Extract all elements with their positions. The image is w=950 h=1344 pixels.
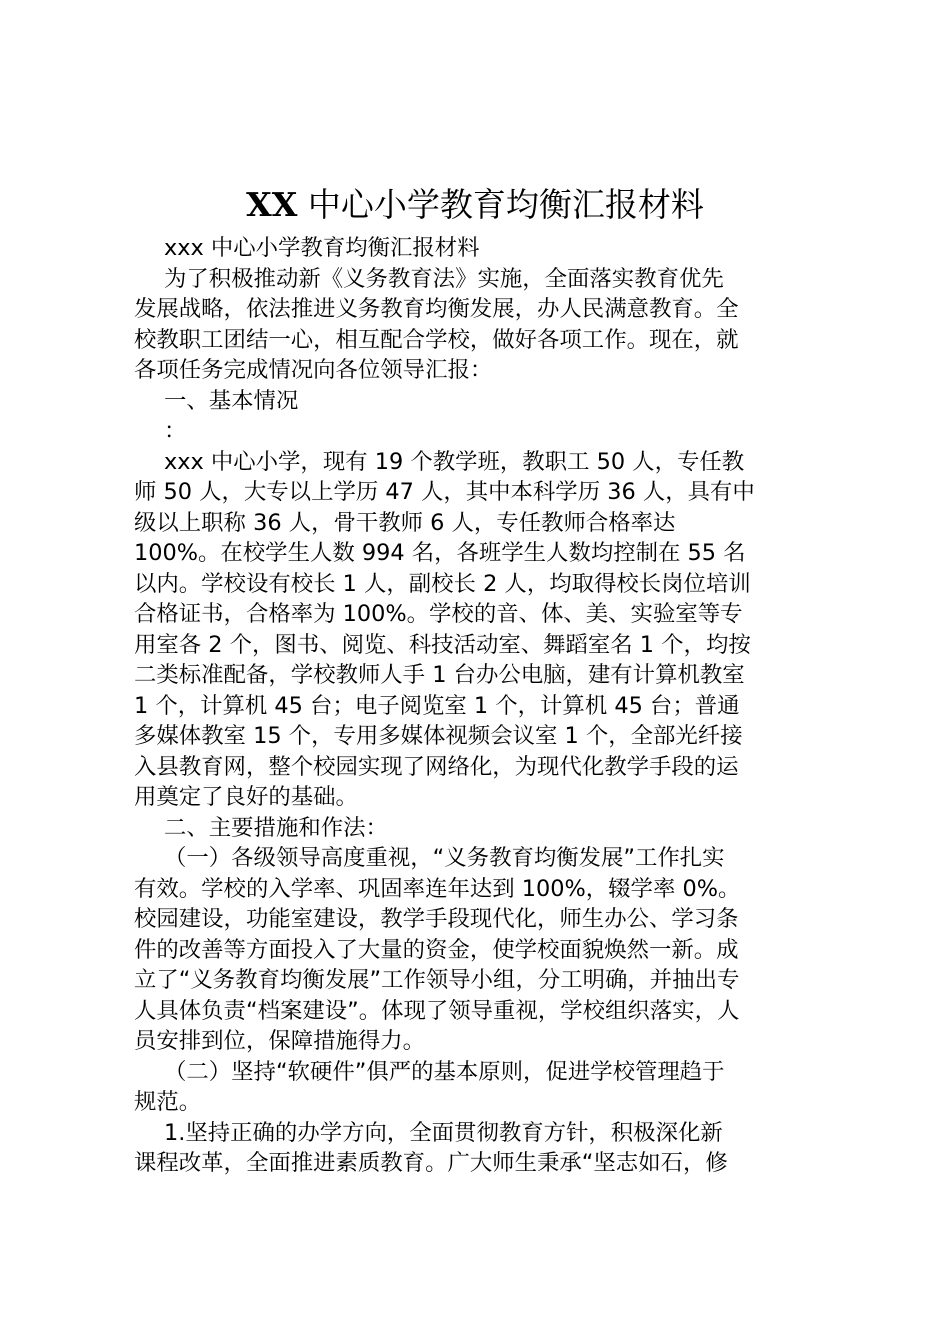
text-line: 课程改革，全面推进素质教育。广大师生秉承“坚志如石，修 [134,1150,728,1176]
text-line: 级以上职称 36 人，骨干教师 6 人，专任教师合格率达 [134,509,676,536]
text-line: 校园建设，功能室建设，教学手段现代化，师生办公、学习条 [134,906,739,932]
text-line: 用室各 2 个，图书、阅览、科技活动室、舞蹈室名 1 个，均按 [134,631,751,658]
document-body [134,233,834,1179]
text-line: 二、主要措施和作法： [164,814,388,841]
text-line: 合格证书，合格率为 100%。学校的音、体、美、实验室等专 [134,601,743,627]
text-line: 校教职工团结一心，相互配合学校，做好各项工作。现在，就 [134,326,739,353]
text-line: 规范。 [134,1089,202,1115]
document-title [0,183,950,227]
text-line: 各项任务完成情况向各位领导汇报： [134,357,493,383]
text-line: 多媒体教室 15 个，专用多媒体视频会议室 1 个，全部光纤接 [134,723,743,749]
text-line: xxx 中心小学教育均衡汇报材料 [164,235,480,261]
text-line: 件的改善等方面投入了大量的资金，使学校面貌焕然一新。成 [134,936,739,963]
text-line: 入县教育网，整个校园实现了网络化，为现代化教学手段的运 [134,753,739,780]
title-prefix: XX [246,185,298,224]
text-line: 师 50 人，大专以上学历 47 人，其中本科学历 36 人，具有中 [134,479,755,505]
text-line: 为了积极推动新《义务教育法》实施，全面落实教育优先 [164,265,724,292]
text-line: 一、基本情况 [164,387,299,414]
text-line: 有效。学校的入学率、巩固率连年达到 100%，辍学率 0%。 [134,875,741,902]
text-line: 1 个，计算机 45 台；电子阅览室 1 个，计算机 45 台；普通 [134,692,740,719]
text-line: 1.坚持正确的办学方向，全面贯彻教育方针，积极深化新 [164,1119,723,1146]
text-line: 100%。在校学生人数 994 名，各班学生人数均控制在 55 名 [134,540,746,566]
text-line: （一）各级领导高度重视，“义务教育均衡发展”工作扎实 [164,845,725,871]
text-line: 员安排到位，保障措施得力。 [134,1028,426,1054]
text-line: 发展战略，依法推进义务教育均衡发展，办人民满意教育。全 [134,296,739,322]
text-line: 人具体负责“档案建设”。体现了领导重视，学校组织落实，人 [134,997,740,1024]
title-text: 中心小学教育均衡汇报材料 [297,185,704,224]
text-line: 立了“义务教育均衡发展”工作领导小组，分工明确，并抽出专 [134,967,740,993]
text-line: xxx 中心小学，现有 19 个教学班，教职工 50 人，专任教 [164,448,745,475]
text-line: ： [164,418,187,444]
text-line: 用奠定了良好的基础。 [134,784,358,810]
text-line: 以内。学校设有校长 1 人，副校长 2 人，均取得校长岗位培训 [134,570,751,597]
text-line: （二）坚持“软硬件”俱严的基本原则，促进学校管理趋于 [164,1058,725,1085]
text-line: 二类标准配备，学校教师人手 1 台办公电脑，建有计算机教室 [134,662,745,688]
